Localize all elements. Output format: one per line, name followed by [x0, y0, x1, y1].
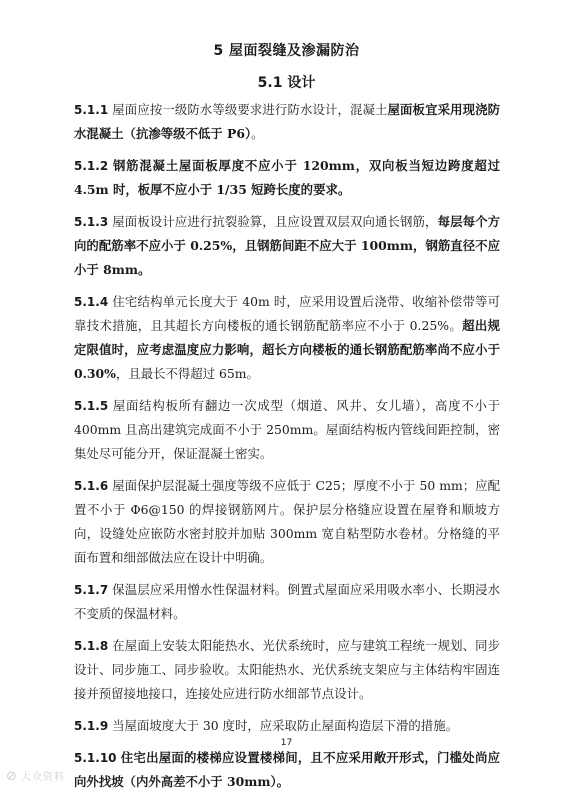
page-number: 17 [280, 738, 293, 748]
clause-text-bold: 钢筋混凝土屋面板厚度不应小于 120mm，双向板当短边跨度超过 4.5m 时，板厚不应小于 1/35 短跨长度的要求。 [74, 158, 500, 197]
clause-text: 屋面应按一级防水等级要求进行防水设计，混凝土 [112, 102, 388, 117]
clause-text: 住宅结构单元长度大于 40m 时，应采用设置后浇带、收缩补偿带等可靠技术措施，且其超长方向楼板的通长钢筋配筋率应不小于 0.25%。 [74, 294, 500, 333]
clause-number: 5.1.1 [74, 103, 109, 117]
clause-number: 5.1.8 [74, 639, 109, 653]
clause-number: 5.1.9 [74, 719, 109, 733]
watermark-text: 大众资料 [20, 772, 65, 783]
clause-5-1-9 [74, 714, 500, 738]
clause-number: 5.1.7 [74, 583, 109, 597]
clause-5-1-8 [74, 634, 500, 706]
clause-text: 当屋面坡度大于 30 度时，应采取防止屋面构造层下滑的措施。 [112, 718, 458, 733]
clause-number: 5.1.2 [74, 159, 109, 173]
watermark-logo-icon: ⊘ [6, 769, 18, 784]
clause-5-1-5 [74, 394, 500, 466]
clause-text: 。 [251, 126, 264, 141]
clause-text-bold: 屋面板宜采用现浇防水混凝土（抗渗等级不低于 P6） [74, 102, 501, 141]
clause-text-bold: 超出规定限值时，应考虑温度应力影响，超长方向楼板的通长钢筋配筋率尚不应小于 0.30% [74, 318, 500, 381]
clause-5-1-7 [74, 578, 500, 626]
clause-number: 5.1.4 [74, 295, 109, 309]
chapter-title: 5 屋面裂缝及渗漏防治 [213, 43, 360, 59]
clause-text: 屋面保护层混凝土强度等级不应低于 C25；厚度不小于 50 mm；应配置不小于 Φ6@150 的焊接钢筋网片。保护层分格缝应设置在屋脊和顺坡方向，设缝处应嵌防水密封胶并加贴 300mm 宽自粘型防水卷材。分格缝的平面布置和细部做法应在设计中明确。 [74, 478, 500, 565]
clause-text-bold: 住宅出屋面的楼梯应设置楼梯间，且不应采用敞开形式，门槛处尚应向外找坡（内外高差不小于 30mm）。 [74, 750, 500, 789]
clause-text: ，且最长不得超过 65m。 [115, 366, 259, 381]
clause-number: 5.1.3 [74, 215, 109, 229]
clause-text: 屋面结构板所有翻边一次成型（烟道、风井、女儿墙），高度不小于 400mm 且高出建筑完成面不小于 250mm。屋面结构板内管线间距控制，密集处尽可能分开，保证混凝土密实。 [74, 398, 500, 461]
clause-5-1-4 [74, 290, 500, 386]
clause-5-1-10 [74, 746, 500, 794]
clause-text: 屋面板设计应进行抗裂验算，且应设置双层双向通长钢筋， [112, 214, 438, 229]
clause-5-1-1 [74, 98, 500, 146]
clause-text: 在屋面上安装太阳能热水、光伏系统时，应与建筑工程统一规划、同步设计、同步施工、同步验收。太阳能热水、光伏系统支架应与主体结构牢固连接并预留接地接口，连接处应进行防水细部节点设计。 [74, 638, 500, 701]
clause-number: 5.1.5 [74, 399, 109, 413]
clause-number: 5.1.6 [74, 479, 109, 493]
section-title: 5.1 设计 [257, 75, 316, 91]
clause-5-1-2 [74, 154, 500, 202]
clause-5-1-6 [74, 474, 500, 570]
clause-text: 保温层应采用憎水性保温材料。倒置式屋面应采用吸水率小、长期浸水不变质的保温材料。 [74, 582, 500, 621]
clause-5-1-3 [74, 210, 500, 282]
watermark [6, 768, 65, 784]
clause-number: 5.1.10 [74, 751, 117, 765]
clause-list [74, 98, 500, 802]
clause-text-bold: 每层每个方向的配筋率不应小于 0.25%，且钢筋间距不应大于 100mm，钢筋直径不应小于 8mm。 [74, 214, 501, 277]
